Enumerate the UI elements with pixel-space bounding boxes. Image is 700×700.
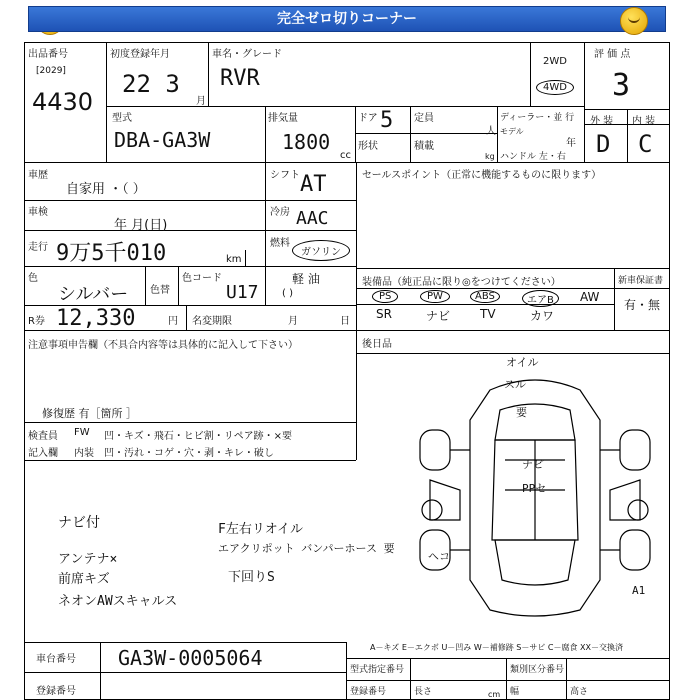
fuel-other: ( ): [282, 288, 293, 299]
equipment-leather: カワ: [530, 309, 555, 323]
notes-label: 注意事項申告欄（不具合内容等は具体的に記入して下さい）: [28, 340, 298, 351]
sales-point-label: セールスポイント（正常に機能するものに限ります）: [362, 170, 602, 181]
note-front-seat: 前席キズ: [58, 572, 110, 587]
frame-number: GA3W-0005064: [118, 646, 263, 670]
fuel-gasoline: ガソリン: [292, 240, 350, 261]
diag-oil-note: オイル: [506, 356, 539, 369]
color-change-label: 色替: [150, 285, 170, 296]
inspector-row2-tag: 内装: [74, 448, 94, 459]
inspector-row1: 凹・キズ・飛石・ヒビ割・リペア跡・×要: [104, 431, 292, 442]
color-label: 色: [28, 273, 38, 284]
mileage-label: 走行: [28, 242, 48, 253]
cooling-value: AAC: [296, 208, 329, 229]
model-label: 型式: [112, 113, 132, 124]
diag-required-note: 要: [516, 406, 527, 419]
shift-label: シフト: [270, 170, 300, 181]
registration-expiry-day: 日: [340, 316, 350, 327]
drive-4wd: 4WD: [536, 80, 574, 95]
score-exterior: D: [596, 130, 611, 158]
lot-label: 出品番号: [28, 49, 68, 60]
diag-dent-note: ヘコ: [428, 550, 450, 563]
inspector-row2: 凹・汚れ・コゲ・穴・剥・キレ・破し: [104, 448, 274, 459]
displacement-label: 排気量: [268, 113, 298, 124]
shift-value: AT: [300, 172, 327, 197]
doors-value: 5: [380, 108, 394, 133]
new-warranty-label: 新車保証書: [618, 276, 664, 286]
class-number-label: 類別区分番号: [510, 665, 565, 675]
first-reg-label: 初度登録年月: [110, 49, 170, 60]
first-reg-value: 22 3: [122, 70, 180, 98]
mileage-value: 9万5千010: [56, 241, 167, 266]
fuel-label: 燃料: [270, 238, 290, 249]
equipment-sr: SR: [376, 307, 392, 321]
capacity-label: 定員: [414, 113, 434, 124]
handle-label: ハンドル 左・右: [500, 152, 566, 162]
registration-label: 登録番号: [36, 686, 76, 697]
doors-label: ドア: [358, 113, 378, 124]
lot-sub: [2029]: [36, 66, 66, 76]
diag-pp-note: PPセ: [522, 482, 547, 495]
postscript-label: 後日品: [362, 339, 392, 350]
entry-label: 記入欄: [28, 448, 58, 459]
length-label: 長さ: [414, 687, 433, 697]
model-year-unit: 年: [566, 138, 576, 149]
dealer-label: ディーラー・並 行: [500, 113, 575, 123]
length-unit: cm: [488, 690, 501, 699]
score-value: 3: [612, 68, 631, 103]
score-int-label: 内 装: [632, 116, 656, 127]
score-label: 評 価 点: [594, 49, 631, 60]
damage-legend: A－キズ E－エクボ U－凹み W－補修跡 S－サビ C－腐食 XX－交換済: [370, 643, 624, 652]
car-condition-diagram: [410, 356, 660, 630]
inspector-label: 検査員: [28, 431, 58, 442]
registration-expiry-month: 月: [288, 316, 298, 327]
width-label: 幅: [510, 687, 520, 697]
displacement-unit: cc: [340, 150, 351, 161]
score-ext-label: 外 装: [590, 116, 614, 127]
lot-number: 4430: [32, 88, 94, 116]
section-title-bar: [28, 6, 666, 32]
cert-registration-label: 登録番号: [350, 687, 387, 697]
recycle-value: 12,330: [56, 306, 136, 331]
history-label: 車歴: [28, 170, 48, 181]
color-code-label: 色コード: [182, 273, 222, 284]
mileage-unit: km: [226, 254, 242, 265]
equipment-label: 装備品（純正品に限り◎をつけてください）: [362, 277, 561, 288]
corner-title: 完全ゼロ切りコーナー: [277, 11, 417, 27]
frame-label: 車台番号: [36, 654, 76, 665]
equipment-tv: TV: [480, 307, 496, 321]
history-value: 自家用 ・（ ）: [66, 182, 146, 197]
diag-navi-note: ナビ: [522, 458, 544, 471]
model-value: DBA-GA3W: [114, 128, 211, 152]
diag-scratch-note: スル: [504, 378, 526, 391]
car-name-label: 車名・グレード: [212, 49, 282, 60]
note-underside: 下回りS: [228, 570, 275, 585]
fuel-diesel: 軽 油: [292, 272, 320, 286]
mascot-logo-right: [620, 7, 648, 35]
load-unit: kg: [485, 152, 495, 161]
inspection-label: 車検: [28, 207, 48, 218]
cooling-label: 冷房: [270, 207, 290, 218]
shape-label: 形状: [358, 141, 378, 152]
displacement-value: 1800: [282, 130, 331, 154]
inspector-row1-tag: FW: [74, 427, 90, 438]
inspection-value: 年 月(日): [114, 218, 168, 233]
color-code-value: U17: [226, 282, 259, 303]
score-interior: C: [638, 130, 653, 158]
equipment-airbag: エアB: [522, 290, 559, 307]
equipment-abs: ABS: [470, 290, 500, 303]
capacity-unit: 人: [486, 126, 496, 137]
recycle-unit: 円: [168, 316, 178, 327]
new-warranty-value: 有・無: [624, 298, 661, 312]
height-label: 高さ: [570, 687, 589, 697]
model-year-label: モデル: [500, 127, 524, 136]
diag-a1-note: A1: [632, 584, 646, 597]
note-neon: ネオンAWスキャルス: [58, 594, 178, 609]
note-antenna: アンテナ×: [58, 552, 118, 567]
note-air-cleaner: エアクリポット バンパーホース 要: [218, 542, 395, 555]
equipment-aw: AW: [580, 290, 600, 304]
first-reg-month: 月: [196, 96, 206, 107]
note-navi: ナビ付: [58, 515, 100, 531]
repair-history: 修復歴 有［箇所 ］: [42, 407, 137, 420]
note-front-oil: F左右リオイル: [218, 522, 304, 537]
load-label: 積載: [414, 141, 434, 152]
drive-2wd: 2WD: [543, 56, 567, 67]
color-value: シルバー: [58, 284, 129, 305]
registration-expiry-label: 名変期限: [192, 316, 232, 327]
car-name: RVR: [220, 66, 260, 91]
recycle-label: R券: [28, 316, 45, 327]
equipment-pw: PW: [420, 290, 450, 303]
equipment-ps: PS: [372, 290, 398, 303]
type-designation-label: 型式指定番号: [350, 665, 405, 675]
equipment-navi: ナビ: [426, 309, 451, 323]
